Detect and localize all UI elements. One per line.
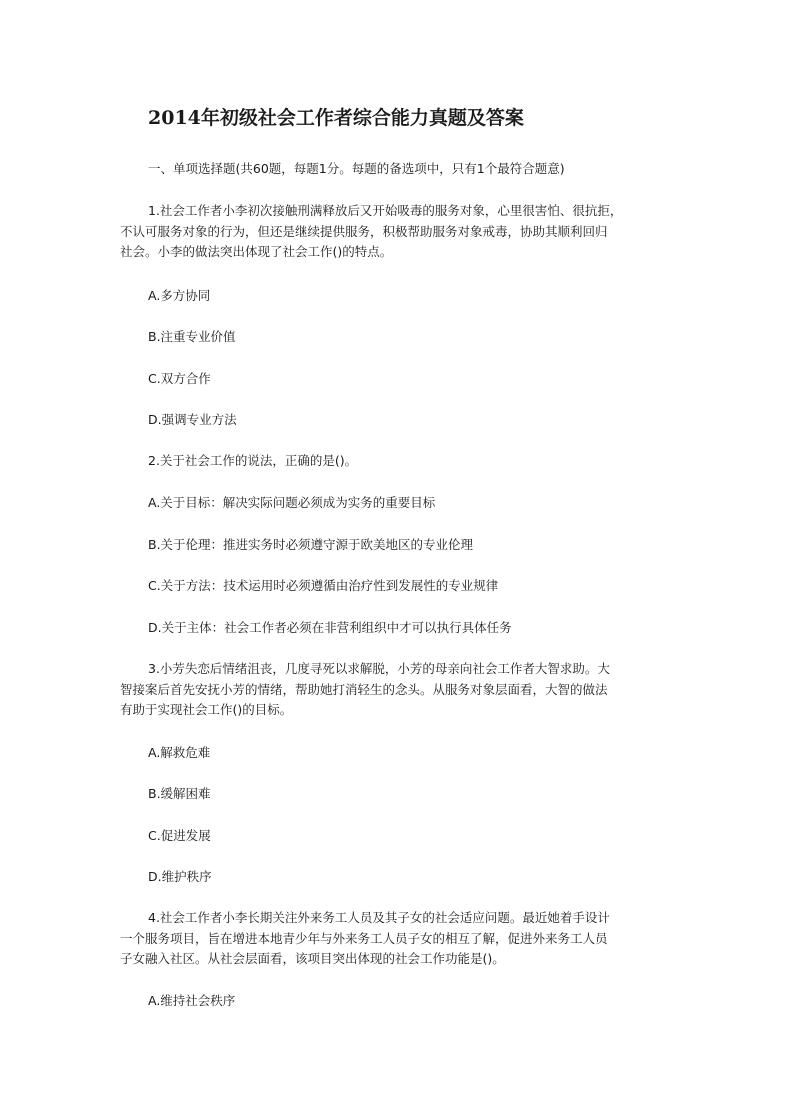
question-line: 子女融入社区。从社会层面看，该项目突出体现的社会工作功能是()。 (120, 951, 505, 966)
question-line: 智接案后首先安抚小芳的情绪，帮助她打消轻生的念头。从服务对象层面看，大智的做法 (120, 681, 608, 697)
answer-option: A.多方协同 (148, 288, 211, 303)
answer-option: A.关于目标：解决实际问题必须成为实务的重要目标 (148, 495, 436, 510)
question-stem (120, 659, 700, 721)
answer-option: A.解救危难 (148, 745, 211, 760)
answer-option: A.维持社会秩序 (148, 993, 236, 1008)
answer-option: D.维护秩序 (148, 869, 212, 884)
answer-option: D.关于主体：社会工作者必须在非营利组织中才可以执行具体任务 (148, 620, 512, 635)
answer-option: D.强调专业方法 (148, 412, 237, 427)
answer-option: C.关于方法：技术运用时必须遵循由治疗性到发展性的专业规律 (148, 578, 499, 593)
answer-option: B.注重专业价值 (148, 329, 236, 344)
section-heading: 一、单项选择题(共60题，每题1分。每题的备选项中，只有1个最符合题意) (148, 161, 565, 176)
question-line: 社会。小李的做法突出体现了社会工作()的特点。 (120, 244, 393, 259)
question-line: 有助于实现社会工作()的目标。 (120, 702, 293, 717)
question-stem (120, 451, 700, 472)
question-stem (120, 908, 700, 970)
question-stem (120, 201, 700, 263)
question-line: 2.关于社会工作的说法，正确的是()。 (148, 453, 358, 468)
question-line: 4.社会工作者小李长期关注外来务工人员及其子女的社会适应问题。最近她着手设计 (148, 910, 610, 925)
answer-option: C.促进发展 (148, 828, 211, 843)
answer-option: B.关于伦理：推进实务时必须遵守源于欧美地区的专业伦理 (148, 537, 474, 552)
question-line: 1.社会工作者小李初次接触刑满释放后又开始吸毒的服务对象，心里很害怕、很抗拒， (148, 203, 623, 218)
answer-option: B.缓解困难 (148, 786, 211, 801)
question-line: 一个服务项目，旨在增进本地青少年与外来务工人员子女的相互了解，促进外来务工人员 (120, 930, 608, 946)
document-title: 2014年初级社会工作者综合能力真题及答案 (148, 107, 524, 129)
question-line: 3.小芳失恋后情绪沮丧，几度寻死以求解脱，小芳的母亲向社会工作者大智求助。大 (148, 661, 610, 676)
question-line: 不认可服务对象的行为，但还是继续提供服务，积极帮助服务对象戒毒，协助其顺利回归 (120, 223, 608, 239)
answer-option: C.双方合作 (148, 371, 211, 386)
